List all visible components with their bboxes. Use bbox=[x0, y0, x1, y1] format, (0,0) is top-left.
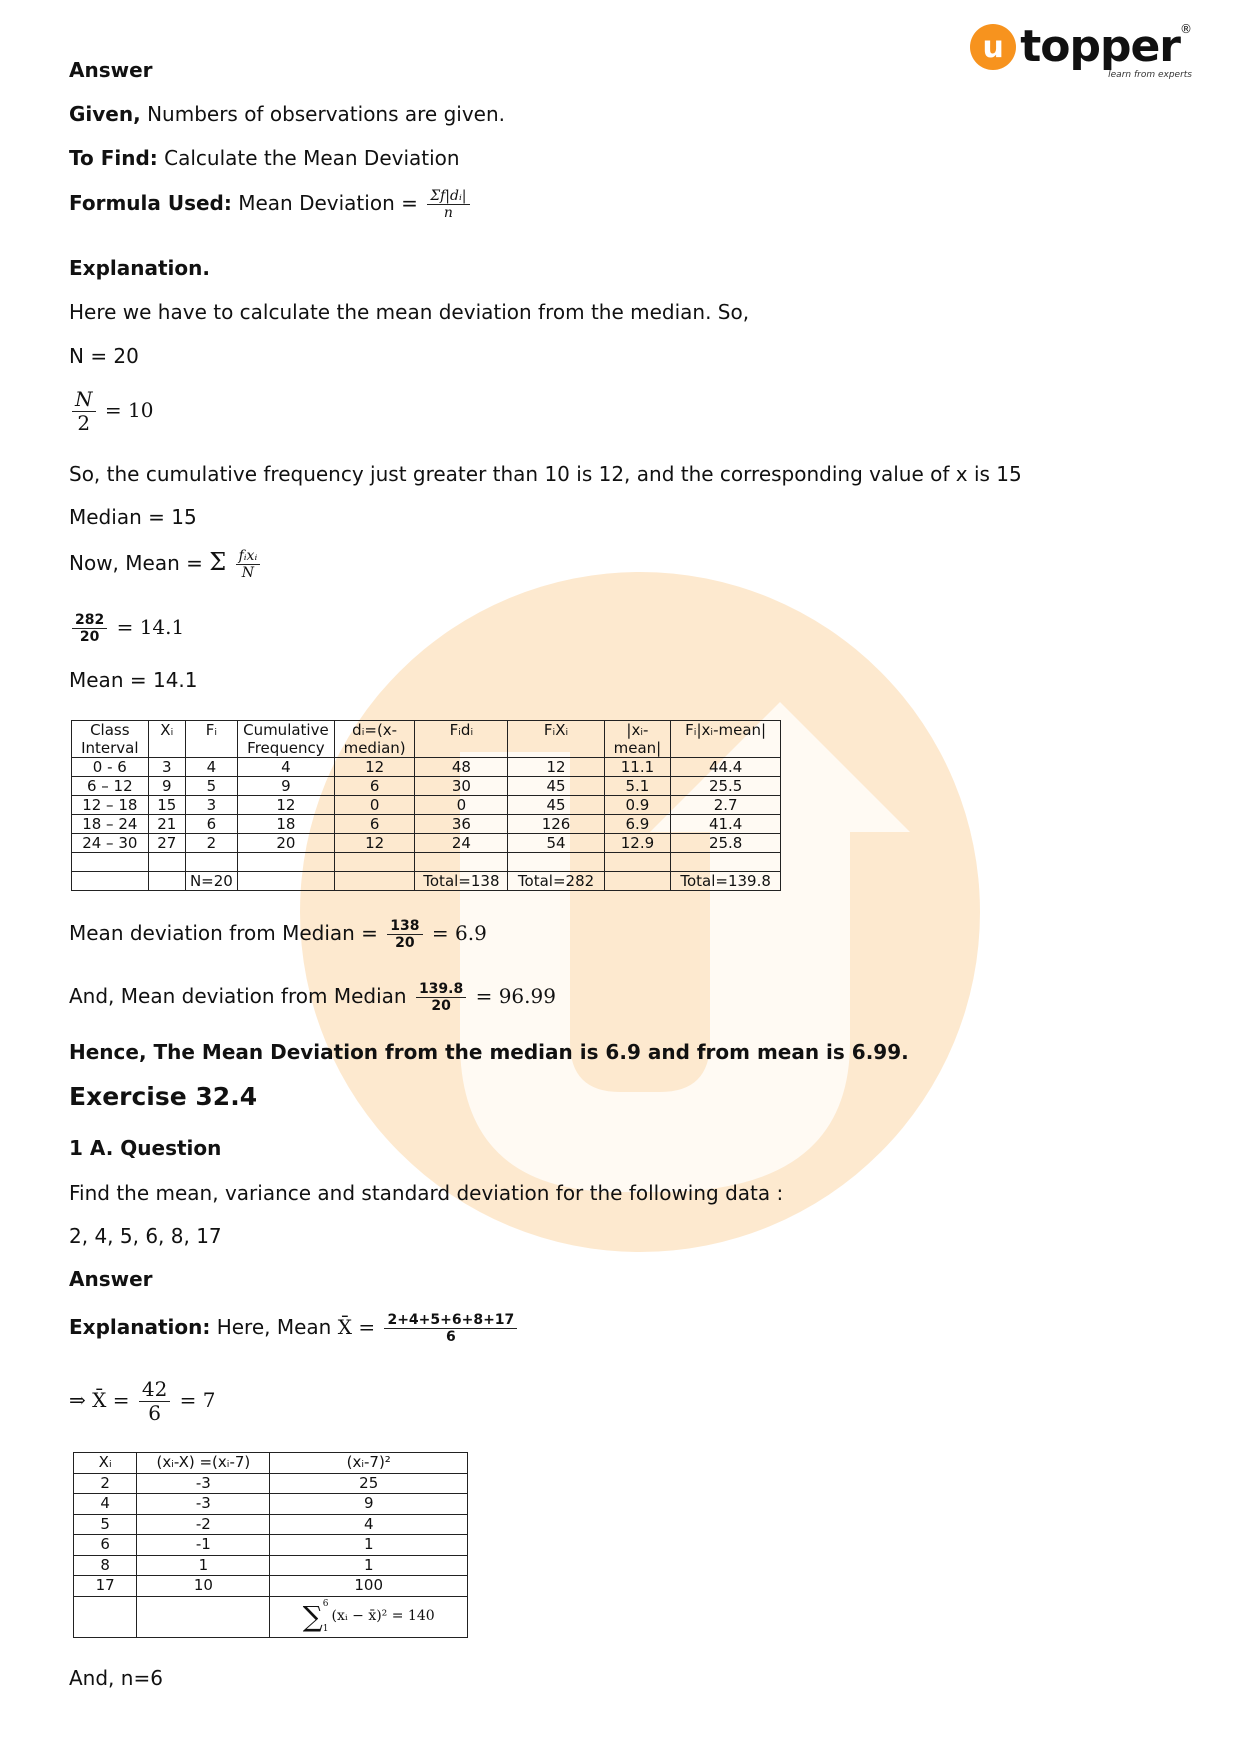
md-from-mean: And, Mean deviation from Median $\frac{139.8}{20}$ = 96.99 bbox=[69, 981, 556, 1015]
table-cell: 2 bbox=[74, 1473, 137, 1494]
table-row bbox=[74, 1514, 468, 1535]
mean-value: Mean = 14.1 bbox=[69, 668, 198, 692]
table-cell: 4 bbox=[74, 1494, 137, 1515]
table-cell bbox=[137, 1596, 270, 1637]
table-row bbox=[72, 815, 781, 834]
table-cell: 18 bbox=[237, 815, 334, 834]
brand-name: topper bbox=[1020, 21, 1180, 72]
formula-line: Formula Used: Mean Deviation = $\frac{\text{Σf|dᵢ|}}{n}$ bbox=[69, 188, 473, 221]
table-cell bbox=[508, 853, 604, 872]
table-row bbox=[74, 1576, 468, 1597]
question-text: Find the mean, variance and standard deviation for the following data : bbox=[69, 1181, 784, 1205]
table-cell: 12 bbox=[334, 834, 414, 853]
table-total-cell bbox=[237, 872, 334, 891]
table-total-cell: Total=139.8 bbox=[671, 872, 781, 891]
table-cell: 4 bbox=[237, 758, 334, 777]
formula-fraction: $\frac{\text{Σf|dᵢ|}}{n}$ bbox=[427, 188, 469, 221]
table-header-row bbox=[72, 721, 781, 758]
table-header-cell: Fᵢ|xᵢ-mean| bbox=[671, 721, 781, 758]
table-cell: 45 bbox=[508, 796, 604, 815]
table-cell: 5 bbox=[74, 1514, 137, 1535]
table-row bbox=[74, 1555, 468, 1576]
table-row bbox=[74, 1494, 468, 1515]
cumulative-frequency-line: So, the cumulative frequency just greater than 10 is 12, and the corresponding value of x is 15 bbox=[69, 462, 1022, 486]
table-row bbox=[72, 758, 781, 777]
table-cell: 9 bbox=[237, 777, 334, 796]
table-cell bbox=[72, 853, 149, 872]
table-cell: 2.7 bbox=[671, 796, 781, 815]
table-header-cell: dᵢ=(x-median) bbox=[334, 721, 414, 758]
table-header-cell: FᵢXᵢ bbox=[508, 721, 604, 758]
table-header-cell: (xᵢ-X) =(xᵢ-7) bbox=[137, 1453, 270, 1474]
logo-u-icon: u bbox=[970, 24, 1016, 70]
table-row bbox=[74, 1473, 468, 1494]
table-cell: 6 – 12 bbox=[72, 777, 149, 796]
table-cell bbox=[185, 853, 237, 872]
table-cell: -2 bbox=[137, 1514, 270, 1535]
table-cell: 0 bbox=[334, 796, 414, 815]
table-cell: 126 bbox=[508, 815, 604, 834]
n-equals-6: And, n=6 bbox=[69, 1666, 163, 1690]
mean-result: ⇒ X̄ = $\frac{42}{6}$ = 7 bbox=[69, 1377, 216, 1425]
table-cell: 15 bbox=[148, 796, 185, 815]
table-cell: 25 bbox=[270, 1473, 468, 1494]
given-line: Given, Numbers of observations are given. bbox=[69, 102, 506, 126]
table-row bbox=[72, 777, 781, 796]
frequency-table bbox=[71, 720, 781, 891]
n-value: N = 20 bbox=[69, 344, 139, 368]
table-total-cell bbox=[148, 872, 185, 891]
md-from-median: Mean deviation from Median = $\frac{138}{20}$ = 6.9 bbox=[69, 918, 487, 952]
table-cell: 3 bbox=[185, 796, 237, 815]
table-total-cell: Total=282 bbox=[508, 872, 604, 891]
table-header-cell: Xᵢ bbox=[74, 1453, 137, 1474]
table-cell: 0.9 bbox=[604, 796, 671, 815]
sum-of-squares-cell bbox=[270, 1596, 468, 1637]
table-cell: 36 bbox=[415, 815, 508, 834]
table-cell: 24 – 30 bbox=[72, 834, 149, 853]
table-cell: 9 bbox=[270, 1494, 468, 1515]
table-sum-row bbox=[74, 1596, 468, 1637]
table-cell: 4 bbox=[270, 1514, 468, 1535]
table-cell: 41.4 bbox=[671, 815, 781, 834]
table-cell: 12 bbox=[237, 796, 334, 815]
table-header-cell: Xᵢ bbox=[148, 721, 185, 758]
explanation-heading: Explanation. bbox=[69, 256, 210, 280]
table-cell: 48 bbox=[415, 758, 508, 777]
median-intro: Here we have to calculate the mean deviation from the median. So, bbox=[69, 300, 750, 324]
table-cell: 18 – 24 bbox=[72, 815, 149, 834]
table-row bbox=[74, 1535, 468, 1556]
table-cell: -1 bbox=[137, 1535, 270, 1556]
table-row bbox=[72, 834, 781, 853]
table-cell: 10 bbox=[137, 1576, 270, 1597]
table-cell: 12 – 18 bbox=[72, 796, 149, 815]
table-cell: 1 bbox=[270, 1535, 468, 1556]
table-cell: 11.1 bbox=[604, 758, 671, 777]
sigma-symbol: ∑ bbox=[302, 1599, 323, 1633]
table-total-cell: N=20 bbox=[185, 872, 237, 891]
to-find-line: To Find: Calculate the Mean Deviation bbox=[69, 146, 460, 170]
sum-expression: (xᵢ − x̄)² = 140 bbox=[331, 1607, 435, 1624]
table-cell: 30 bbox=[415, 777, 508, 796]
table-cell: 3 bbox=[148, 758, 185, 777]
table-cell: 6 bbox=[74, 1535, 137, 1556]
table-cell: 21 bbox=[148, 815, 185, 834]
mean-formula: Now, Mean = Σ $\frac{\text{fᵢxᵢ}}{N}$ bbox=[69, 548, 263, 581]
table-cell: 0 bbox=[415, 796, 508, 815]
table-cell: 44.4 bbox=[671, 758, 781, 777]
table-header-cell: |xᵢ-mean| bbox=[604, 721, 671, 758]
mean-calculation: $\frac{282}{20}$ = 14.1 bbox=[69, 612, 184, 645]
table-cell: -3 bbox=[137, 1494, 270, 1515]
mean-explanation: Explanation: Here, Mean X̄ = $\frac{2+4+5+6+8+17}{6}$ bbox=[69, 1312, 520, 1345]
table-cell: -3 bbox=[137, 1473, 270, 1494]
table-cell: 54 bbox=[508, 834, 604, 853]
table-cell: 2 bbox=[185, 834, 237, 853]
table-row bbox=[72, 796, 781, 815]
table-header-cell: Fᵢdᵢ bbox=[415, 721, 508, 758]
table-header-cell: (xᵢ-7)² bbox=[270, 1453, 468, 1474]
table-cell: 45 bbox=[508, 777, 604, 796]
n-over-2: $\frac{N}{2}$ = 10 bbox=[69, 388, 153, 435]
brand-tagline: learn from experts bbox=[1108, 70, 1192, 80]
table-header-cell: Cumulative Frequency bbox=[237, 721, 334, 758]
table-header-cell: Fᵢ bbox=[185, 721, 237, 758]
table-cell bbox=[334, 853, 414, 872]
table-cell: 27 bbox=[148, 834, 185, 853]
table-cell: 4 bbox=[185, 758, 237, 777]
conclusion: Hence, The Mean Deviation from the median is 6.9 and from mean is 6.99. bbox=[69, 1040, 909, 1064]
table-cell: 100 bbox=[270, 1576, 468, 1597]
watermark-logo bbox=[300, 572, 980, 1252]
table-total-cell: Total=138 bbox=[415, 872, 508, 891]
table-totals-row bbox=[72, 872, 781, 891]
table-cell: 5 bbox=[185, 777, 237, 796]
table-cell: 25.5 bbox=[671, 777, 781, 796]
table-cell: 12 bbox=[334, 758, 414, 777]
table-cell: 6 bbox=[334, 815, 414, 834]
table-cell: 6 bbox=[185, 815, 237, 834]
registered-mark: ® bbox=[1180, 22, 1192, 36]
table-cell: 25.8 bbox=[671, 834, 781, 853]
table-cell: 9 bbox=[148, 777, 185, 796]
table-blank-row bbox=[72, 853, 781, 872]
table-cell: 20 bbox=[237, 834, 334, 853]
table-cell: 5.1 bbox=[604, 777, 671, 796]
table-cell bbox=[671, 853, 781, 872]
table-cell: 6 bbox=[334, 777, 414, 796]
table-cell: 1 bbox=[137, 1555, 270, 1576]
table-cell: 0 - 6 bbox=[72, 758, 149, 777]
table-cell bbox=[604, 853, 671, 872]
table-cell: 12 bbox=[508, 758, 604, 777]
table-header-row bbox=[74, 1453, 468, 1474]
answer-heading: Answer bbox=[69, 58, 153, 82]
table-cell: 1 bbox=[270, 1555, 468, 1576]
table-cell bbox=[415, 853, 508, 872]
table-cell: 24 bbox=[415, 834, 508, 853]
table-cell bbox=[74, 1596, 137, 1637]
table-cell: 12.9 bbox=[604, 834, 671, 853]
data-values: 2, 4, 5, 6, 8, 17 bbox=[69, 1224, 222, 1248]
sum-upper-limit: 6 bbox=[322, 1598, 329, 1609]
table-header-cell: Class Interval bbox=[72, 721, 149, 758]
table-total-cell bbox=[334, 872, 414, 891]
table-total-cell bbox=[604, 872, 671, 891]
table-cell bbox=[148, 853, 185, 872]
table-total-cell bbox=[72, 872, 149, 891]
sum-lower-limit: 1 bbox=[322, 1623, 329, 1634]
question-label: 1 A. Question bbox=[69, 1136, 222, 1160]
table-cell bbox=[237, 853, 334, 872]
exercise-title: Exercise 32.4 bbox=[69, 1082, 258, 1111]
brand-logo bbox=[970, 21, 1192, 80]
table-cell: 8 bbox=[74, 1555, 137, 1576]
deviation-table bbox=[73, 1452, 468, 1638]
median-value: Median = 15 bbox=[69, 505, 197, 529]
table-cell: 6.9 bbox=[604, 815, 671, 834]
answer-heading-2: Answer bbox=[69, 1267, 153, 1291]
table-cell: 17 bbox=[74, 1576, 137, 1597]
